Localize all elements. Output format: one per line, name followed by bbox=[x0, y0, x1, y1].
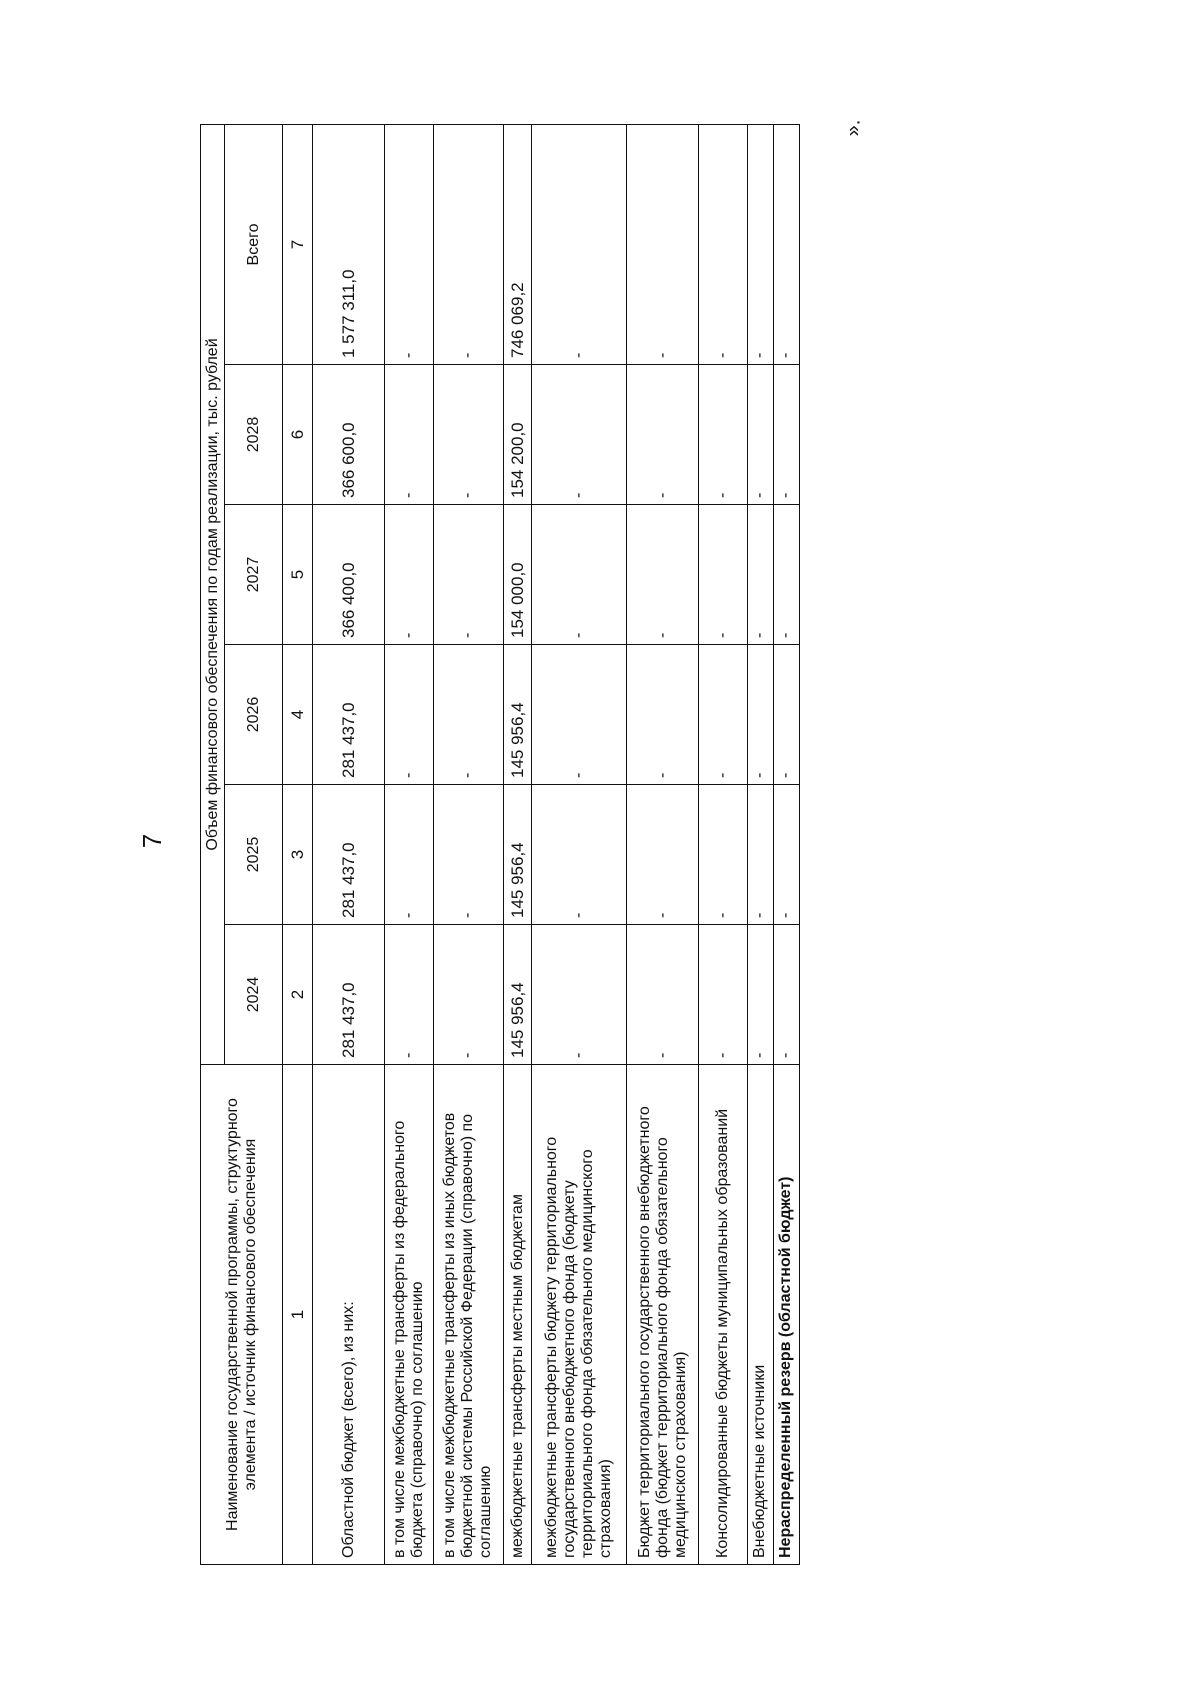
row-value: - bbox=[747, 505, 773, 645]
row-value: 281 437,0 bbox=[313, 785, 385, 925]
table-row bbox=[532, 124, 627, 1564]
row-value: 145 956,4 bbox=[504, 925, 532, 1065]
row-name: в том числе межбюджетные трансферты из федерального бюджета (справочно) по соглашению bbox=[385, 1065, 433, 1565]
table-row bbox=[313, 124, 385, 1564]
header-name-column: Наименование государственной программы, структурного элемента / источник финансового обеспечения bbox=[201, 1065, 283, 1565]
column-index: 2 bbox=[283, 925, 313, 1065]
row-value: - bbox=[532, 645, 627, 785]
column-index: 7 bbox=[283, 124, 313, 364]
row-value: - bbox=[626, 925, 698, 1065]
row-value: - bbox=[433, 365, 503, 505]
financing-table bbox=[200, 124, 800, 1565]
table-row bbox=[504, 124, 532, 1564]
row-value: - bbox=[532, 925, 627, 1065]
row-value: - bbox=[532, 124, 627, 364]
row-value: - bbox=[626, 505, 698, 645]
row-value: - bbox=[773, 505, 799, 645]
row-value: - bbox=[626, 645, 698, 785]
row-value: - bbox=[626, 365, 698, 505]
row-value: - bbox=[385, 124, 433, 364]
closing-quote-mark: ». bbox=[842, 119, 865, 137]
row-value: 154 000,0 bbox=[504, 505, 532, 645]
row-value: - bbox=[747, 925, 773, 1065]
table-row bbox=[433, 124, 503, 1564]
row-value: - bbox=[699, 365, 747, 505]
row-name: Внебюджетные источники bbox=[747, 1065, 773, 1565]
financing-table-wrapper bbox=[200, 125, 800, 1565]
row-value: - bbox=[532, 365, 627, 505]
row-value: - bbox=[699, 785, 747, 925]
row-name: межбюджетные трансферты местным бюджетам bbox=[504, 1065, 532, 1565]
row-value: - bbox=[385, 645, 433, 785]
row-value: 145 956,4 bbox=[504, 645, 532, 785]
row-value: - bbox=[747, 365, 773, 505]
row-value: - bbox=[699, 925, 747, 1065]
row-name: Областной бюджет (всего), из них: bbox=[313, 1065, 385, 1565]
row-value: - bbox=[433, 645, 503, 785]
column-index: 5 bbox=[283, 505, 313, 645]
row-value: - bbox=[433, 785, 503, 925]
column-index: 1 bbox=[283, 1065, 313, 1565]
row-value: - bbox=[699, 124, 747, 364]
row-value: - bbox=[747, 124, 773, 364]
row-name: Консолидированные бюджеты муниципальных образований bbox=[699, 1065, 747, 1565]
row-value: 366 600,0 bbox=[313, 365, 385, 505]
row-value: - bbox=[385, 365, 433, 505]
row-value: - bbox=[773, 645, 799, 785]
column-index: 3 bbox=[283, 785, 313, 925]
row-value: - bbox=[626, 785, 698, 925]
row-value: 281 437,0 bbox=[313, 645, 385, 785]
column-index: 4 bbox=[283, 645, 313, 785]
row-value: - bbox=[385, 925, 433, 1065]
row-value: - bbox=[773, 365, 799, 505]
table-row bbox=[773, 124, 799, 1564]
row-name: в том числе межбюджетные трансферты из иных бюджетов бюджетной системы Российской Федерации (справочно) по соглашению bbox=[433, 1065, 503, 1565]
row-value: - bbox=[433, 124, 503, 364]
header-year: 2028 bbox=[225, 365, 283, 505]
row-value: - bbox=[433, 925, 503, 1065]
header-year: 2027 bbox=[225, 505, 283, 645]
row-value: - bbox=[532, 505, 627, 645]
row-value: - bbox=[773, 124, 799, 364]
header-year: 2024 bbox=[225, 925, 283, 1065]
row-value: - bbox=[385, 505, 433, 645]
row-value: 746 069,2 bbox=[504, 124, 532, 364]
row-value: - bbox=[699, 645, 747, 785]
row-value: - bbox=[773, 785, 799, 925]
header-year: 2025 bbox=[225, 785, 283, 925]
table-row bbox=[699, 124, 747, 1564]
row-value: - bbox=[532, 785, 627, 925]
page-number: 7 bbox=[137, 833, 168, 849]
row-value: 154 200,0 bbox=[504, 365, 532, 505]
row-name: Нераспределенный резерв (областной бюджет) bbox=[773, 1065, 799, 1565]
row-value: - bbox=[773, 925, 799, 1065]
column-index: 6 bbox=[283, 365, 313, 505]
row-value: 1 577 311,0 bbox=[313, 124, 385, 364]
header-group-title: Объем финансового обеспечения по годам реализации, тыс. рублей bbox=[201, 124, 225, 1064]
table-row bbox=[385, 124, 433, 1564]
header-year: 2026 bbox=[225, 645, 283, 785]
row-value: - bbox=[699, 505, 747, 645]
row-value: - bbox=[747, 645, 773, 785]
table-row bbox=[747, 124, 773, 1564]
row-name: межбюджетные трансферты бюджету территориального государственного внебюджетного фонда (бюджету территориального фонда обязательного медицинского страхования) bbox=[532, 1065, 627, 1565]
row-value: 281 437,0 bbox=[313, 925, 385, 1065]
row-value: - bbox=[747, 785, 773, 925]
row-value: - bbox=[385, 785, 433, 925]
header-total: Всего bbox=[225, 124, 283, 364]
row-value: 366 400,0 bbox=[313, 505, 385, 645]
row-name: Бюджет территориального государственного внебюджетного фонда (бюджет территориального фонда обязательного медицинского страхования) bbox=[626, 1065, 698, 1565]
table-row bbox=[626, 124, 698, 1564]
row-value: 145 956,4 bbox=[504, 785, 532, 925]
row-value: - bbox=[626, 124, 698, 364]
row-value: - bbox=[433, 505, 503, 645]
